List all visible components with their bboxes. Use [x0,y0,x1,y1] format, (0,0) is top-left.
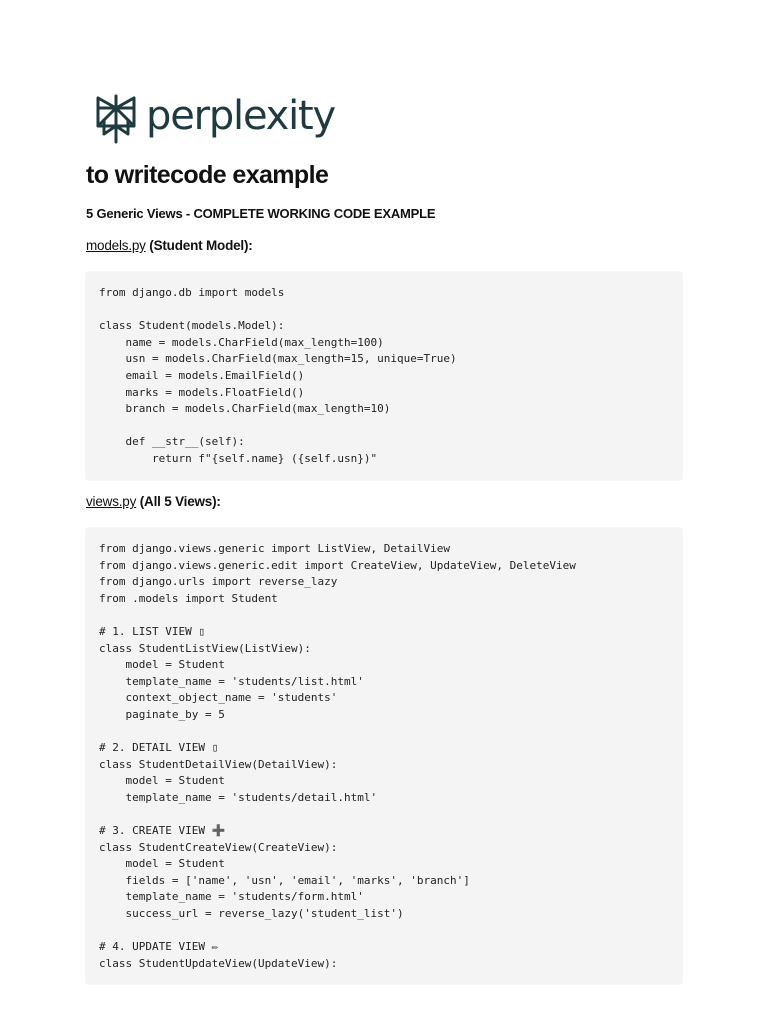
page-title: to writecode example [86,161,329,189]
models-code-block [85,271,683,481]
views-filename: views.py [86,494,137,509]
perplexity-logo-icon [94,94,138,144]
views-code: from django.views.generic import ListView, DetailView from django.views.generic.edit import CreateView, UpdateView, DeleteView from django.urls import reverse_lazy from .models import Student # 1. LIST VIEW ▯ class StudentListView(ListView): model = Student template_name = 'students/list.html' context_object_name = 'students' paginate_by = 5 # 2. DETAIL VIEW ▯ class StudentDetailView(DetailView): model = Student template_name = 'students/detail.html' # 3. CREATE VIEW ➕ class StudentCreateView(CreateView): model = Student fields = ['name', 'usn', 'email', 'marks', 'branch'] template_name = 'students/form.html' success_url = reverse_lazy('student_list') # 4. UPDATE VIEW ✏ class StudentUpdateView(UpdateView): [99,542,576,970]
logo-wordmark: perplexity [146,93,335,139]
page-subtitle: 5 Generic Views - COMPLETE WORKING CODE EXAMPLE [86,206,436,221]
models-code: from django.db import models class Student(models.Model): name = models.CharField(max_length=100) usn = models.CharField(max_length=15, unique=True) email = models.EmailField() marks = models.FloatField() branch = models.CharField(max_length=10) def __str__(self): return f"{self.name} ({self.usn})" [99,286,457,465]
views-file-description: (All 5 Views): [136,494,221,509]
views-code-block [85,527,683,985]
models-filename: models.py [86,238,146,253]
views-file-heading [86,494,221,509]
perplexity-logo [94,94,335,144]
models-file-heading [86,238,253,253]
models-file-description: (Student Model): [145,238,253,253]
